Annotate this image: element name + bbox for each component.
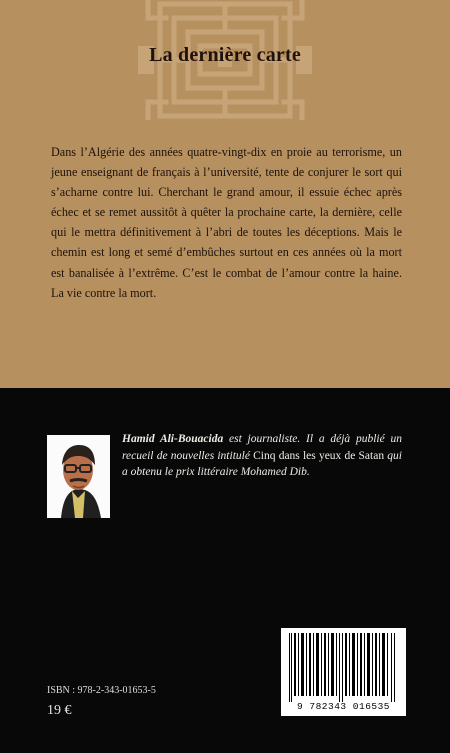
book-summary: Dans l’Algérie des années quatre-vingt-dix en proie au terrorisme, un jeune enseignant de français à l’université, tente de conjurer le sort qui s’acharne contre lui. Cherchant le grand amour, il essuie échec après échec et se remet aussitôt à quêter la prochaine carte, la dernière, celle qui le mettra définitivement à l’abri de toutes les déceptions. Mais le chemin est long et semé d’embûches surtout en ces années où la mort est banalisée à l’extrême. C’est le combat de l’amour contre la haine. La vie contre la mort. [51, 145, 402, 300]
barcode-icon [287, 633, 399, 702]
isbn-label: ISBN : 978-2-343-01653-5 [47, 685, 156, 696]
barcode-number: 9 782343 016535 [296, 701, 390, 712]
author-photo [47, 435, 110, 518]
price-label: 19 € [47, 703, 72, 718]
author-biography [122, 431, 402, 481]
previous-book-title: Cinq dans les yeux de Satan [253, 449, 385, 462]
author-portrait-icon [47, 435, 110, 518]
book-title: La dernière carte [149, 44, 301, 66]
author-name: Hamid Ali-Bouacida [122, 433, 224, 445]
author-bio-part-1: est journaliste. Il a déjà publié un recueil de nouvelles intitulé [122, 433, 402, 462]
author-bio-part-2: qui a obtenu le prix littéraire Mohamed Dib. [122, 449, 402, 479]
barcode-panel [281, 628, 406, 716]
